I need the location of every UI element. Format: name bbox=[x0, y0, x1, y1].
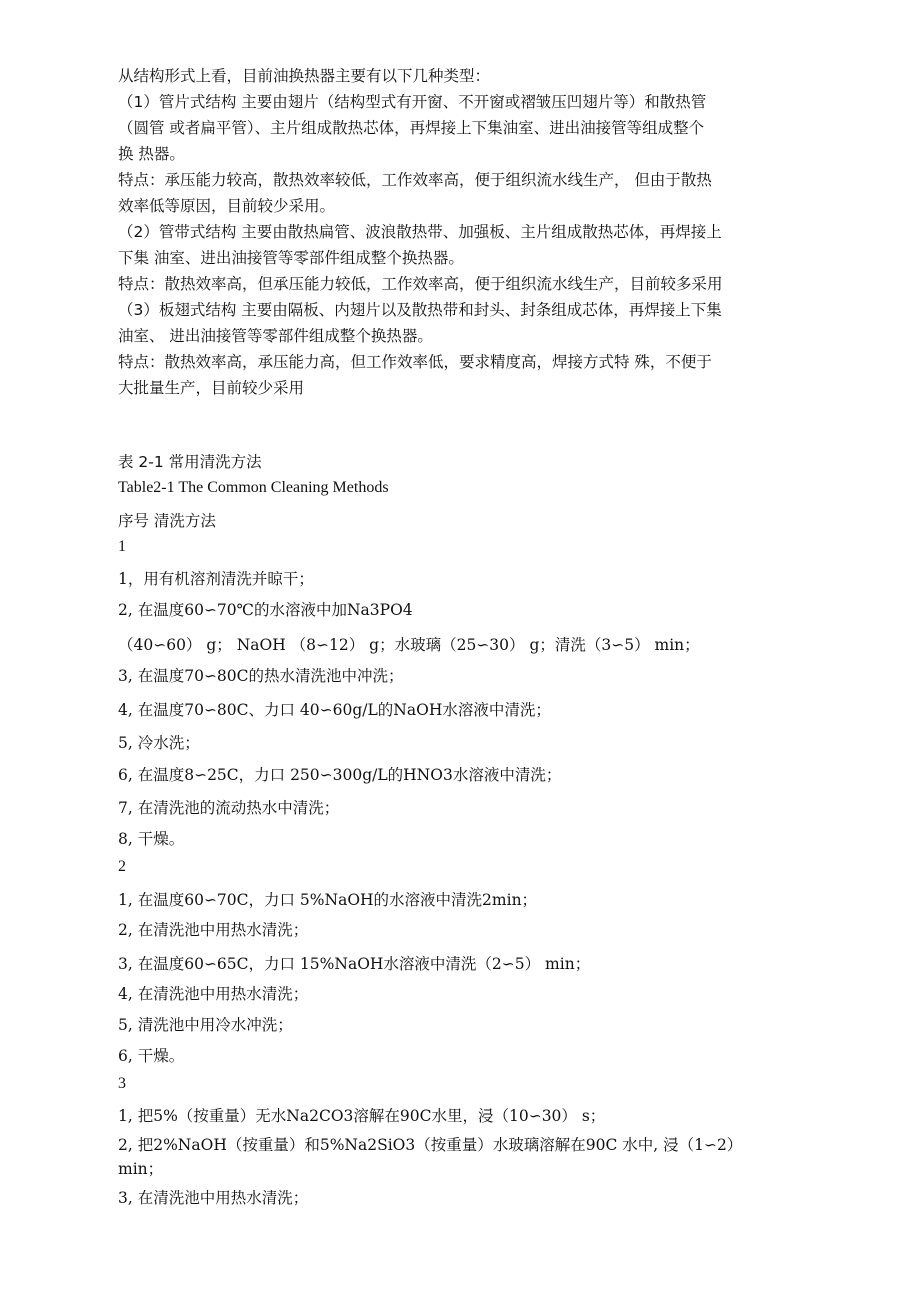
method-step: 5, 清洗池中用冷水冲洗； bbox=[118, 1016, 293, 1034]
intro-paragraph bbox=[118, 63, 808, 401]
method-number: 2 bbox=[118, 858, 126, 875]
method-step: min； bbox=[118, 1160, 164, 1178]
method-step: 2, 把2%NaOH（按重量）和5%Na2SiO3（按重量）水玻璃溶解在90C 水中, 浸（1∽2） bbox=[118, 1136, 743, 1154]
method-step: 3, 在清洗池中用热水清洗； bbox=[118, 1189, 309, 1207]
method-step: 4, 在温度70∽80C、力口 40∽60g/L的NaOH水溶液中清洗； bbox=[118, 701, 551, 719]
table-caption-en: Table2-1 The Common Cleaning Methods bbox=[118, 479, 389, 496]
method-step: 7, 在清洗池的流动热水中清洗； bbox=[118, 799, 340, 817]
table-header: 序号 清洗方法 bbox=[118, 512, 216, 530]
table-caption-cn: 表 2-1 常用清洗方法 bbox=[118, 453, 262, 471]
method-step: 1，用有机溶剂清洗并晾干； bbox=[118, 570, 314, 588]
method-step: 6, 干燥。 bbox=[118, 1047, 185, 1065]
method-step: 1, 把5%（按重量）无水Na2CO3溶解在90C水里，浸（10∽30） s； bbox=[118, 1107, 606, 1125]
intro-line: （圆管 或者扁平管）、主片组成散热芯体，再焊接上下集油室、进出油接管等组成整个 bbox=[118, 119, 705, 137]
intro-line: （3）板翅式结构 主要由隔板、内翅片以及散热带和封头、封条组成芯体，再焊接上下集 bbox=[118, 301, 722, 319]
intro-line: 从结构形式上看，目前油换热器主要有以下几种类型： bbox=[118, 67, 491, 85]
method-step: 6, 在温度8∽25C，力口 250∽300g/L的HNO3水溶液中清洗； bbox=[118, 766, 562, 784]
method-number: 1 bbox=[118, 538, 126, 555]
intro-line: 下集 油室、进出油接管等零部件组成整个换热器。 bbox=[118, 249, 464, 267]
intro-line: 换 热器。 bbox=[118, 145, 185, 163]
intro-line: 油室、 进出油接管等零部件组成整个换热器。 bbox=[118, 327, 433, 345]
intro-line: 特点：散热效率高，但承压能力较低，工作效率高，便于组织流水线生产，目前较多采用 bbox=[118, 275, 723, 293]
intro-line: 特点：承压能力较高，散热效率较低，工作效率高，便于组织流水线生产， 但由于散热 bbox=[118, 171, 712, 189]
method-step: 3, 在温度70∽80C的热水清洗池中冲洗； bbox=[118, 667, 404, 685]
method-step: 2, 在清洗池中用热水清洗； bbox=[118, 921, 309, 939]
method-step: （40∽60） g； NaOH （8∽12） g；水玻璃（25∽30） g；清洗（3∽5） min； bbox=[118, 636, 700, 654]
method-step: 4, 在清洗池中用热水清洗； bbox=[118, 985, 309, 1003]
method-step: 2, 在温度60∽70℃的水溶液中加Na3PO4 bbox=[118, 601, 413, 619]
method-step: 3, 在温度60∽65C，力口 15%NaOH水溶液中清洗（2∽5） min； bbox=[118, 955, 591, 973]
method-number: 3 bbox=[118, 1075, 126, 1092]
method-step: 8, 干燥。 bbox=[118, 830, 185, 848]
intro-line: （1）管片式结构 主要由翅片（结构型式有开窗、不开窗或褶皱压凹翅片等）和散热管 bbox=[118, 93, 707, 111]
method-step: 1, 在温度60∽70C，力口 5%NaOH的水溶液中清洗2min； bbox=[118, 891, 538, 909]
method-step: 5, 冷水洗； bbox=[118, 734, 200, 752]
intro-line: 特点：散热效率高，承压能力高，但工作效率低，要求精度高，焊接方式特 殊，不便于 bbox=[118, 353, 712, 371]
intro-line: 效率低等原因，目前较少采用。 bbox=[118, 197, 336, 215]
intro-line: （2）管带式结构 主要由散热扁管、波浪散热带、加强板、主片组成散热芯体，再焊接上 bbox=[118, 223, 722, 241]
intro-line: 大批量生产，目前较少采用 bbox=[118, 379, 305, 397]
